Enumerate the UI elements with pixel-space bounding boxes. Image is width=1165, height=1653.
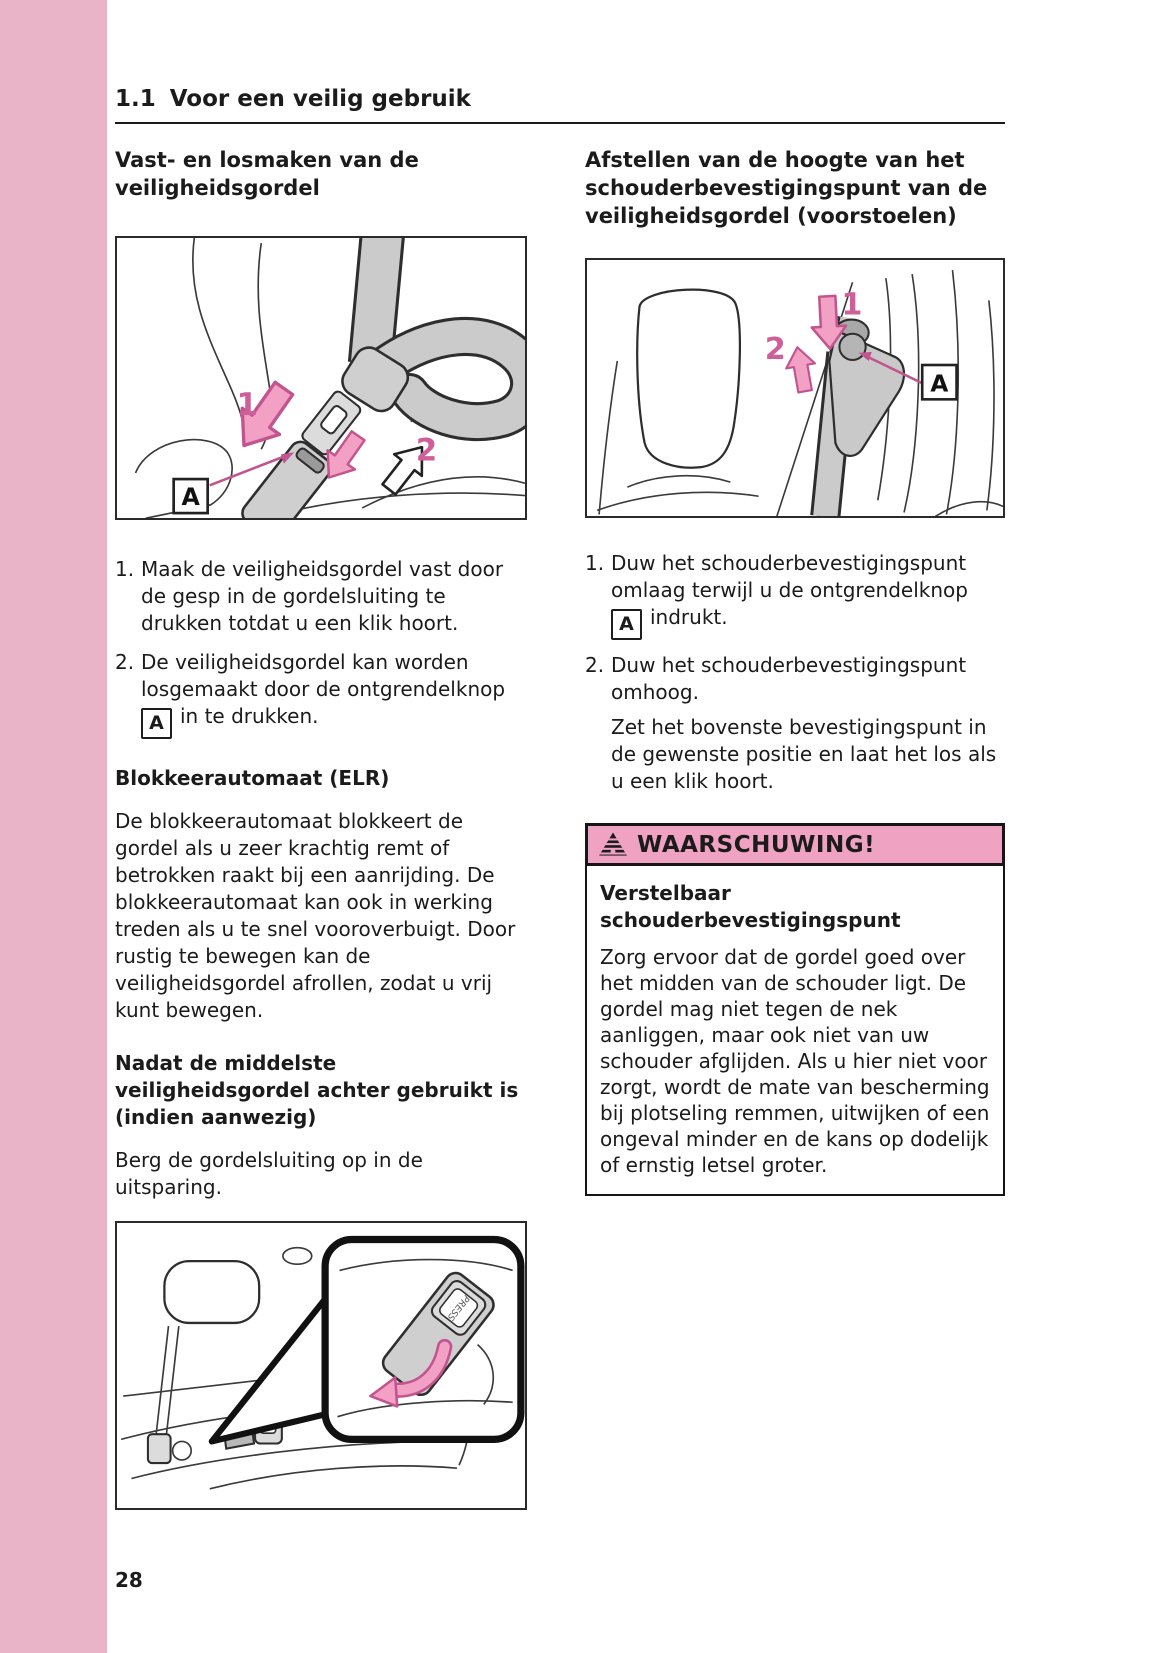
warning-header bbox=[585, 823, 1005, 866]
fasten-release-steps bbox=[115, 556, 527, 739]
step-text: Duw het schouderbevestigingspunt omlaag terwijl u de ontgrendelknop A indrukt. bbox=[611, 550, 1005, 640]
step-number: 1. bbox=[115, 557, 135, 582]
page-content bbox=[115, 0, 1005, 1510]
topic-heading-fasten-release: Vast- en losmaken van de veiligheidsgordel bbox=[115, 148, 419, 200]
warning-title: WAARSCHUWING! bbox=[637, 831, 876, 858]
paragraph-center-belt: Berg de gordelsluiting op in de uitsparing. bbox=[115, 1148, 423, 1200]
warning-body bbox=[585, 866, 1005, 1196]
svg-text:A: A bbox=[930, 370, 949, 398]
subheading-center-belt: Nadat de middelste veiligheidsgordel achter gebruikt is (indien aanwezig) bbox=[115, 1051, 519, 1130]
two-column-layout bbox=[115, 146, 1005, 1510]
step-number: 2. bbox=[585, 653, 605, 678]
buckle-stowage-illustration bbox=[117, 1223, 525, 1507]
step-subtext: Zet het bovenste bevestigingspunt in de gewenste positie en laat het los als u een klik hoort. bbox=[611, 715, 997, 794]
warning-subheading: Verstelbaar schouderbevestigingspunt bbox=[600, 881, 901, 933]
left-column bbox=[115, 146, 527, 1510]
list-item bbox=[585, 652, 1005, 795]
list-item bbox=[585, 550, 1005, 640]
shoulder-anchor-adjuster bbox=[829, 320, 904, 456]
label-a-box bbox=[922, 365, 956, 399]
step-number: 1. bbox=[585, 551, 605, 576]
step-text: De veiligheidsgordel kan worden losgemaakt door de ontgrendelknop A in te drukken. bbox=[141, 649, 527, 739]
topic-heading-shoulder-anchor: Afstellen van de hoogte van het schouderbevestigingspunt van de veiligheidsgordel (voorstoelen) bbox=[585, 148, 988, 228]
a-key-badge: A bbox=[611, 609, 642, 640]
press-label: PRESS bbox=[444, 1292, 472, 1323]
list-item bbox=[115, 556, 527, 637]
step-text: Duw het schouderbevestigingspunt omhoog. Zet het bovenste bevestigingspunt in de gewenste positie en laat het los als u een klik hoort. bbox=[611, 652, 1005, 795]
section-number: 1.1 bbox=[115, 86, 156, 112]
rear-left-belt bbox=[148, 1326, 191, 1463]
step-text: Maak de veiligheidsgordel vast door de gesp in de gordelsluiting te drukken totdat u een klik hoort. bbox=[141, 557, 504, 636]
figure-label-2: 2 bbox=[764, 331, 786, 367]
figure-seatbelt-buckle bbox=[115, 236, 527, 520]
paragraph-elr: De blokkeerautomaat blokkeert de gordel als u zeer krachtig remt of betrokken raakt bij een aanrijding. De blokkeerautomaat kan ook in werking treden als u te snel vooroverbuigt. Door rustig te bewegen kan de veiligheidsgordel afrollen, zodat u vrij kunt bewegen. bbox=[115, 809, 516, 1023]
figure-buckle-stowage bbox=[115, 1221, 527, 1509]
a-key-badge: A bbox=[141, 708, 172, 739]
figure-label-1: 1 bbox=[841, 287, 863, 323]
warning-icon bbox=[598, 831, 628, 858]
subheading-elr: Blokkeerautomaat (ELR) bbox=[115, 766, 390, 791]
section-title: Voor een veilig gebruik bbox=[169, 86, 471, 112]
page-edge-band bbox=[0, 0, 107, 1653]
right-column bbox=[585, 146, 1005, 1196]
list-item bbox=[115, 649, 527, 739]
warning-text: Zorg ervoor dat de gordel goed over het midden van de schouder ligt. De gordel mag niet tegen de nek aanliggen, maar ook niet van uw schouder afglijden. Als u hier niet voor zorgt, wordt de mate van bescherming bij plotseling remmen, uitwijken of een ongeval minder en de kans op dodelijk of ernstig letsel groter. bbox=[600, 945, 990, 1178]
step-number: 2. bbox=[115, 650, 135, 675]
page-number: 28 bbox=[115, 1568, 143, 1592]
svg-text:A: A bbox=[181, 482, 200, 511]
label-a-box bbox=[174, 479, 208, 513]
arrow-2-up-icon bbox=[783, 345, 819, 394]
warning-box bbox=[585, 823, 1005, 1196]
height-adjuster-illustration bbox=[587, 260, 1003, 516]
section-header bbox=[115, 84, 1005, 124]
figure-label-2: 2 bbox=[415, 432, 438, 469]
adjuster-steps bbox=[585, 550, 1005, 795]
seatbelt-buckle-illustration bbox=[117, 238, 525, 518]
figure-height-adjuster bbox=[585, 258, 1005, 518]
figure-label-1: 1 bbox=[236, 387, 259, 424]
